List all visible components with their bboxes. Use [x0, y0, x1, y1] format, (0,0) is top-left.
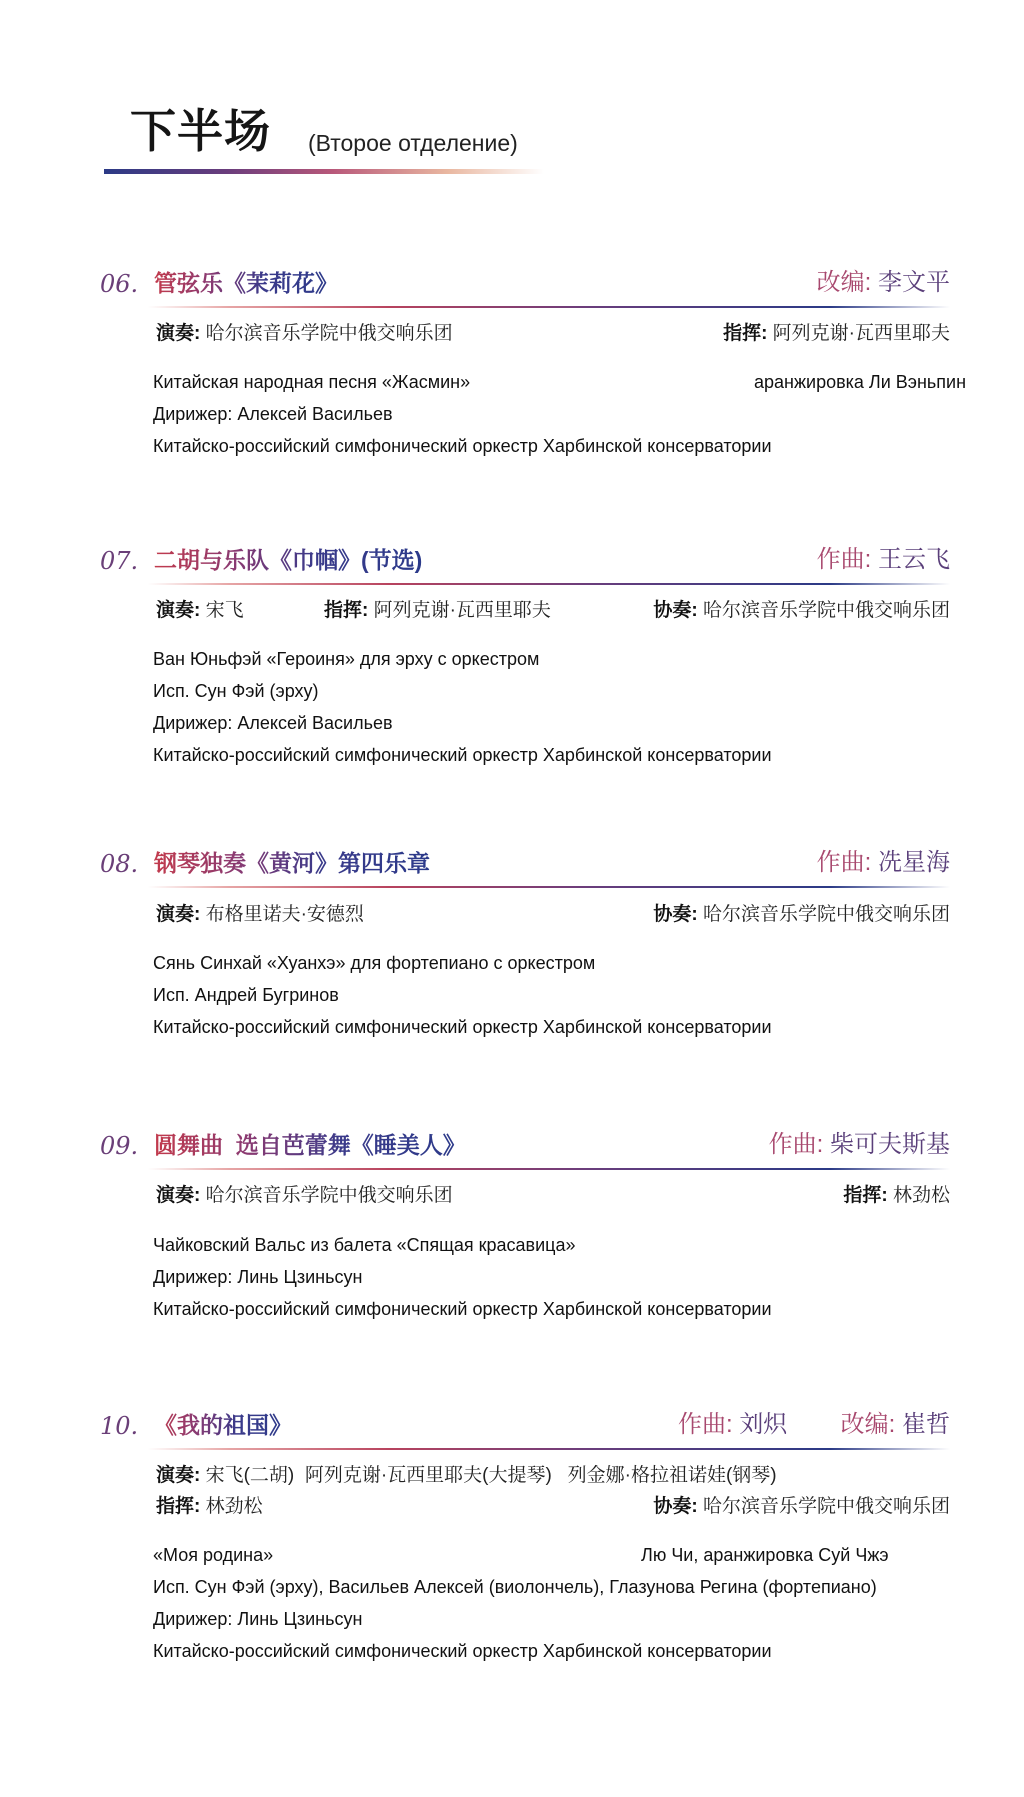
program-item-07 [100, 543, 950, 773]
ru-line [153, 369, 967, 395]
accompaniment-value: 哈尔滨音乐学院中俄交响乐团 [702, 904, 950, 925]
ru-arrangement: аранжировка Ли Вэньпин [754, 372, 967, 392]
conductor-value: 林劲松 [892, 1185, 950, 1206]
ru-line: Сянь Синхай «Хуанхэ» для фортепиано с оркестром [153, 953, 596, 973]
ru-arrangement: Лю Чи, аранжировка Суй Чжэ [641, 1545, 889, 1565]
credit-value: 冼星海 [878, 849, 950, 876]
performer-label: 演奏: [156, 600, 201, 621]
ru-line: Исп. Сун Фэй (эрху) [153, 681, 319, 701]
performer-label: 演奏: [156, 904, 201, 925]
item-title: 管弦乐《茉莉花》 [154, 266, 338, 300]
performer-row [156, 1183, 950, 1209]
credit-label: 作曲 [677, 1411, 726, 1438]
conductor-row [156, 1494, 950, 1520]
program-item-09 [100, 1128, 950, 1328]
item-divider [148, 886, 950, 888]
item-credit [817, 266, 950, 300]
program-item-08 [100, 846, 950, 1046]
ru-line: Чайковский Вальс из балета «Спящая красавица» [153, 1235, 576, 1255]
accompaniment-group [653, 1494, 950, 1520]
page-subtitle: (Второе отделение) [308, 130, 518, 156]
ru-line: Исп. Сун Фэй (эрху), Васильев Алексей (виолончель), Глазунова Регина (фортепиано) [153, 1577, 877, 1597]
conductor-group [843, 1183, 950, 1209]
program-item-06 [100, 266, 967, 466]
item-title: 钢琴独奏《黄河》第四乐章 [154, 846, 430, 880]
item-number: 09. [100, 1132, 139, 1160]
credit-label: 作曲 [816, 849, 865, 876]
credit-colon: : [816, 1131, 824, 1158]
item-credit [817, 543, 950, 577]
credit-label: 作曲 [768, 1131, 817, 1158]
accompaniment-label: 协奏: [653, 904, 698, 925]
ru-line: Дирижер: Линь Цзиньсун [153, 1609, 363, 1629]
page-title: 下半场 [130, 104, 271, 158]
ru-line: Ван Юньфэй «Героиня» для эрху с оркестром [153, 649, 540, 669]
ru-line [153, 1542, 950, 1568]
program-item-10 [100, 1408, 950, 1678]
credit2-colon: : [888, 1411, 896, 1438]
credit-colon: : [864, 849, 872, 876]
ru-line: Китайско-российский симфонический оркестр Харбинской консерватории [153, 745, 772, 765]
performer-row [156, 598, 950, 624]
credit-label: 改编 [816, 269, 865, 296]
item-credit [817, 846, 950, 880]
credit-value: 刘炽 [739, 1411, 788, 1438]
item-title: 二胡与乐队《巾帼》(节选) [154, 543, 422, 577]
ru-work-title: Китайская народная песня «Жасмин» [153, 372, 471, 392]
conductor-group [324, 598, 551, 624]
ru-line: Дирижер: Линь Цзиньсун [153, 1267, 363, 1287]
item-divider [148, 306, 950, 308]
performer-value: 宋飞 [205, 600, 244, 621]
performer-value: 宋飞(二胡) 阿列克谢·瓦西里耶夫(大提琴) 列金娜·格拉祖诺娃(钢琴) [205, 1465, 777, 1486]
accompaniment-value: 哈尔滨音乐学院中俄交响乐团 [702, 1496, 950, 1517]
credit-value: 王云飞 [878, 546, 950, 573]
item-divider [148, 1448, 950, 1450]
performer-value: 哈尔滨音乐学院中俄交响乐团 [205, 1185, 453, 1206]
accompaniment-label: 协奏: [653, 1496, 698, 1517]
accompaniment-value: 哈尔滨音乐学院中俄交响乐团 [702, 600, 950, 621]
credit2-label: 改编 [840, 1411, 889, 1438]
credit-colon: : [864, 546, 872, 573]
conductor-value: 林劲松 [205, 1496, 263, 1517]
conductor-label: 指挥: [723, 323, 768, 344]
conductor-label: 指挥: [156, 1496, 201, 1517]
performer-row [156, 321, 950, 347]
credit-label: 作曲 [816, 546, 865, 573]
item-title: 《我的祖国》 [154, 1408, 292, 1442]
item-divider [148, 583, 950, 585]
ru-line: Дирижер: Алексей Васильев [153, 713, 393, 733]
performer-label: 演奏: [156, 1185, 201, 1206]
item-number: 06. [100, 270, 139, 298]
performer-value: 哈尔滨音乐学院中俄交响乐团 [205, 323, 453, 344]
accompaniment-group [653, 598, 950, 624]
item-credit [769, 1128, 950, 1162]
credit-value: 柴可夫斯基 [830, 1131, 950, 1158]
ru-work-title: «Моя родина» [153, 1545, 274, 1565]
header-underline [104, 169, 544, 174]
conductor-label: 指挥: [843, 1185, 888, 1206]
conductor-label: 指挥: [324, 600, 369, 621]
ru-line: Китайско-российский симфонический оркестр Харбинской консерватории [153, 1017, 772, 1037]
conductor-group [723, 321, 950, 347]
credit-colon: : [864, 269, 872, 296]
item-divider [148, 1168, 950, 1170]
performer-value: 布格里诺夫·安德烈 [205, 904, 364, 925]
performer-row [156, 1463, 950, 1489]
performer-row [156, 902, 950, 928]
conductor-value: 阿列克谢·瓦西里耶夫 [772, 323, 950, 344]
accompaniment-group [653, 902, 950, 928]
performer-label: 演奏: [156, 323, 201, 344]
credit-value: 李文平 [878, 269, 950, 296]
credit2-value: 崔哲 [902, 1411, 950, 1438]
item-credit [678, 1408, 950, 1442]
credit-colon: : [725, 1411, 733, 1438]
item-number: 10. [100, 1412, 139, 1440]
accompaniment-label: 协奏: [653, 600, 698, 621]
item-title: 圆舞曲 选自芭蕾舞《睡美人》 [154, 1128, 466, 1162]
ru-line: Китайско-российский симфонический оркестр Харбинской консерватории [153, 1299, 772, 1319]
conductor-value: 阿列克谢·瓦西里耶夫 [373, 600, 551, 621]
ru-line: Дирижер: Алексей Васильев [153, 404, 393, 424]
ru-line: Китайско-российский симфонический оркестр Харбинской консерватории [153, 1641, 772, 1661]
performer-label: 演奏: [156, 1465, 201, 1486]
item-number: 07. [100, 547, 139, 575]
item-number: 08. [100, 850, 139, 878]
ru-line: Китайско-российский симфонический оркестр Харбинской консерватории [153, 436, 772, 456]
ru-line: Исп. Андрей Бугринов [153, 985, 339, 1005]
page-header [104, 103, 544, 183]
